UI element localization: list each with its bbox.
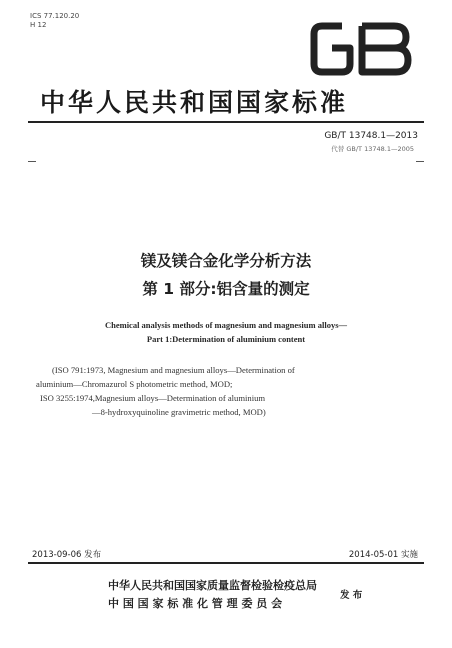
- iso-note-line3: ISO 3255:1974,Magnesium alloys—Determination of aluminium: [40, 393, 266, 403]
- separator-line: [28, 161, 424, 162]
- national-standard-heading: 中华人民共和国国家标准: [40, 88, 349, 117]
- replaces-note: 代替 GB/T 13748.1—2005: [331, 145, 414, 153]
- classification-codes: [30, 12, 79, 30]
- issuer-line2: 中 国 国 家 标 准 化 管 理 委 员 会: [108, 597, 283, 610]
- issuer-line1: 中华人民共和国国家质量监督检验检疫总局: [108, 579, 317, 592]
- issue-label: 发 布: [340, 590, 363, 601]
- ccs-code: H 12: [30, 21, 47, 29]
- title-en-line1: Chemical analysis methods of magnesium and magnesium alloys—: [104, 320, 348, 330]
- standard-number: GB/T 13748.1—2013: [324, 131, 418, 141]
- effective-date: 2014-05-01 实施: [348, 550, 418, 560]
- publish-date: 2013-09-06 发布: [32, 550, 102, 560]
- ics-code: ICS 77.120.20: [30, 12, 80, 20]
- iso-note-line2: aluminium—Chromazurol S photometric method, MOD;: [36, 379, 233, 389]
- gb-logo: [308, 18, 416, 80]
- title-cn-line1: 镁及镁合金化学分析方法: [140, 252, 312, 270]
- iso-note-line4: —8-hydroxyquinoline gravimetric method, MOD): [92, 407, 266, 417]
- header-rule: [28, 121, 424, 123]
- footer-rule: [28, 562, 424, 564]
- title-cn-line2: 第 1 部分:铝含量的测定: [142, 280, 310, 298]
- title-en-line2: Part 1:Determination of aluminium content: [146, 334, 306, 344]
- iso-note-line1: (ISO 791:1973, Magnesium and magnesium alloys—Determination of: [52, 365, 295, 375]
